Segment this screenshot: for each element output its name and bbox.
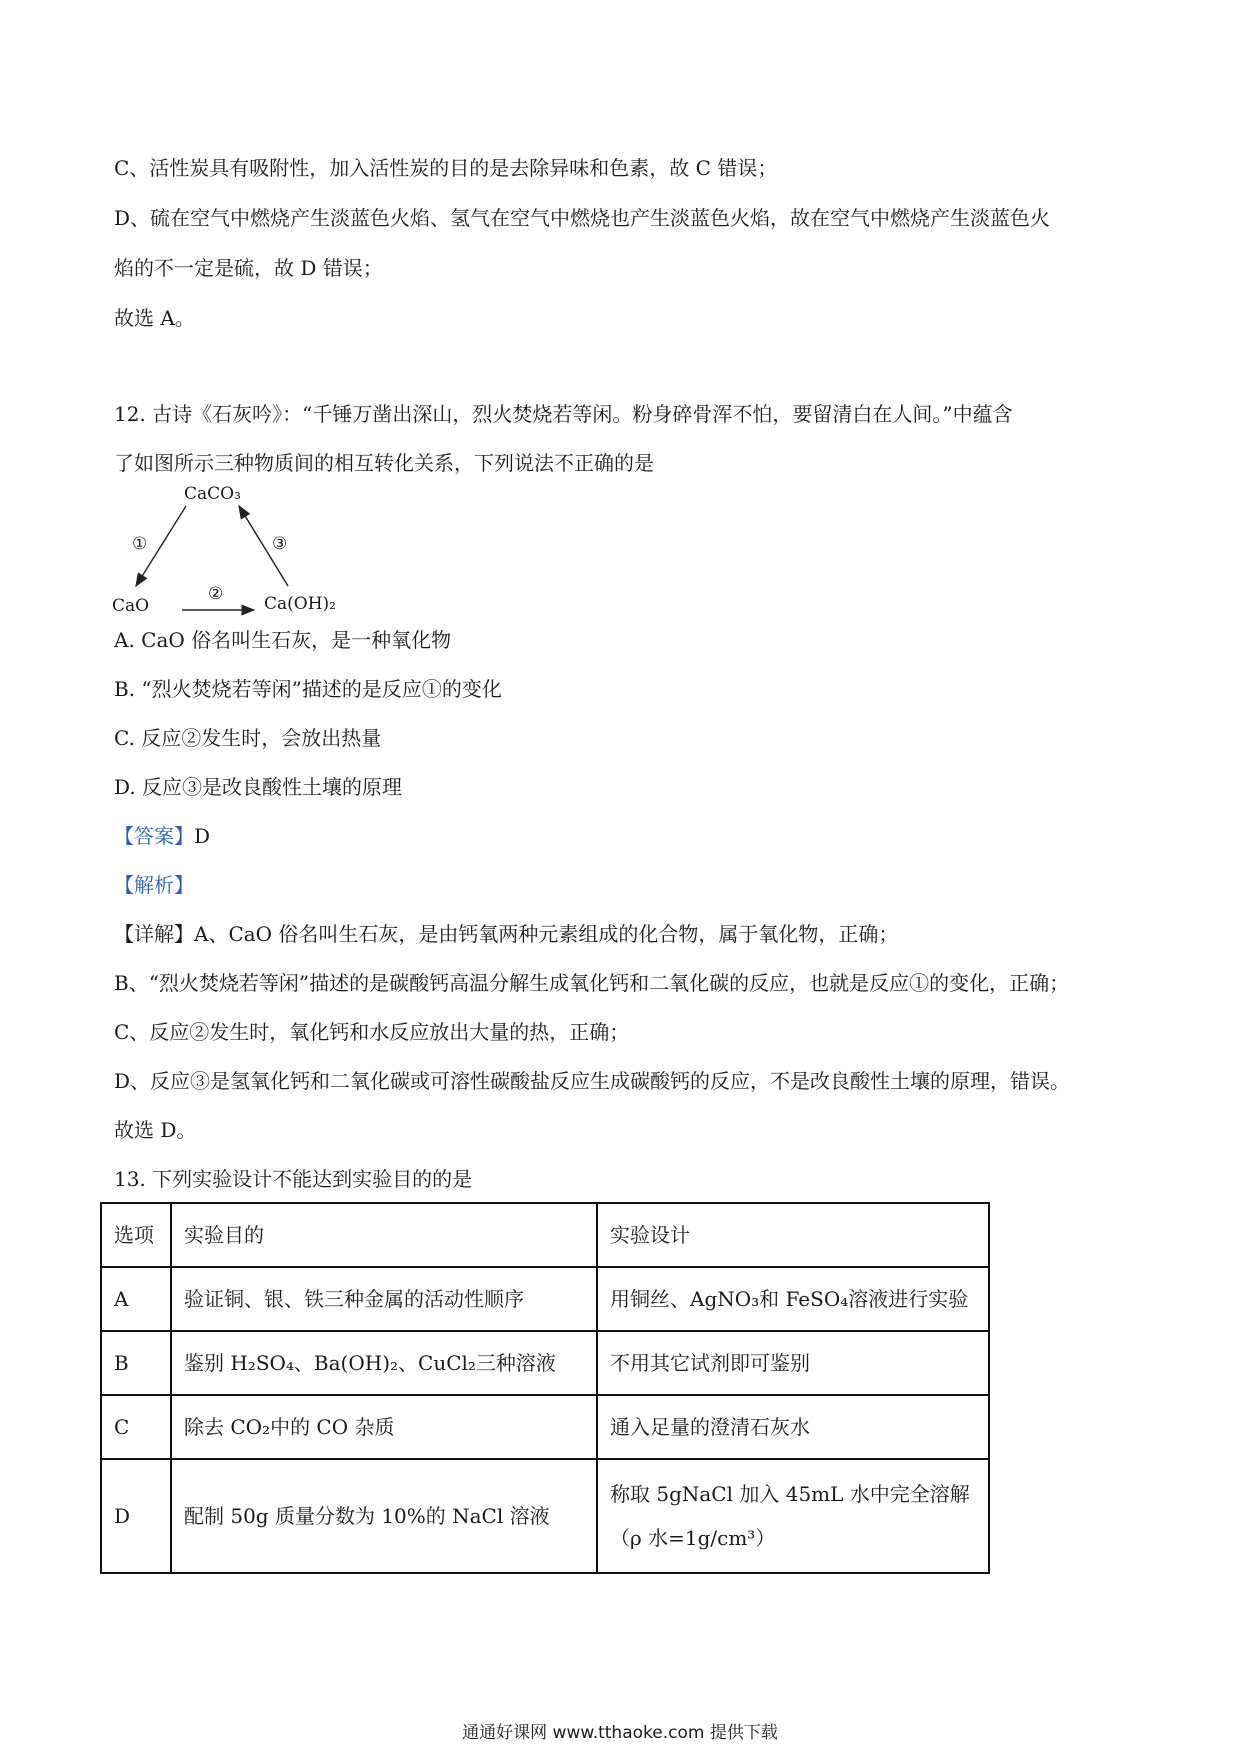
q12-detail-b: B、“烈火焚烧若等闲”描述的是碳酸钙高温分解生成氧化钙和二氧化碳的反应，也就是反应①的变化，正确； [114, 971, 1070, 995]
q12-option-d: D. 反应③是改良酸性土壤的原理 [114, 775, 403, 799]
diagram-mark-1: ① [132, 534, 148, 554]
row-design: 通入足量的澄清石灰水 [597, 1395, 989, 1459]
table-row [101, 1395, 989, 1459]
table-row [101, 1267, 989, 1331]
prev-choose: 故选 A。 [114, 306, 195, 330]
experiment-table [100, 1202, 990, 1574]
q12-choose: 故选 D。 [114, 1118, 197, 1142]
table-row [101, 1459, 989, 1573]
header-design: 实验设计 [597, 1203, 989, 1267]
q12-detail-a: 【详解】A、CaO 俗名叫生石灰，是由钙氧两种元素组成的化合物，属于氧化物，正确； [114, 922, 899, 946]
row-option: B [101, 1331, 171, 1395]
diagram-cao-label: CaO [112, 596, 150, 616]
row-design-line2: （ρ 水=1g/cm³） [610, 1526, 776, 1550]
q12-detail-d: D、反应③是氢氧化钙和二氧化碳或可溶性碳酸盐反应生成碳酸钙的反应，不是改良酸性土壤的原理，错误。 [114, 1069, 1071, 1093]
table-header-row [101, 1203, 989, 1267]
answer-value: D [194, 824, 211, 848]
q12-option-b: B. “烈火焚烧若等闲”描述的是反应①的变化 [114, 677, 502, 701]
row-option: D [101, 1459, 171, 1573]
footer-source: 通通好课网 www.tthaoke.com 提供下载 [462, 1723, 778, 1743]
header-purpose: 实验目的 [171, 1203, 597, 1267]
header-option: 选项 [101, 1203, 171, 1267]
row-design-line1: 称取 5gNaCl 加入 45mL 水中完全溶解 [610, 1482, 970, 1506]
q12-option-c: C. 反应②发生时，会放出热量 [114, 726, 382, 750]
row-design [597, 1459, 989, 1573]
diagram-mark-2: ② [208, 584, 224, 604]
q12-option-a: A. CaO 俗名叫生石灰，是一种氧化物 [114, 628, 452, 652]
row-purpose: 除去 CO₂中的 CO 杂质 [171, 1395, 597, 1459]
row-design: 用铜丝、AgNO₃和 FeSO₄溶液进行实验 [597, 1267, 989, 1331]
diagram-mark-3: ③ [272, 534, 288, 554]
diagram-caco3-label: CaCO₃ [184, 484, 241, 504]
diagram-caoh2-label: Ca(OH)₂ [264, 594, 336, 614]
q13-stem: 13. 下列实验设计不能达到实验目的的是 [114, 1167, 473, 1191]
row-purpose: 验证铜、银、铁三种金属的活动性顺序 [171, 1267, 597, 1331]
table-row [101, 1331, 989, 1395]
q12-answer [114, 822, 1144, 850]
prev-answer-d-line2: 焰的不一定是硫，故 D 错误； [114, 256, 383, 280]
prev-answer-c: C、活性炭具有吸附性，加入活性炭的目的是去除异味和色素，故 C 错误； [114, 156, 778, 180]
q12-stem-line1: 12. 古诗《石灰吟》：“千锤万凿出深山，烈火焚烧若等闲。粉身碎骨浑不怕，要留清白在人间。”中蕴含 [114, 402, 1013, 426]
answer-tag: 【答案】 [114, 824, 194, 848]
row-purpose: 配制 50g 质量分数为 10%的 NaCl 溶液 [171, 1459, 597, 1573]
row-design: 不用其它试剂即可鉴别 [597, 1331, 989, 1395]
q12-analysis: 【解析】 [114, 873, 194, 897]
row-option: C [101, 1395, 171, 1459]
q12-stem-line2: 了如图所示三种物质间的相互转化关系，下列说法不正确的是 [114, 451, 654, 475]
conversion-diagram [108, 484, 368, 618]
q12-detail-c: C、反应②发生时，氧化钙和水反应放出大量的热，正确； [114, 1020, 630, 1044]
row-option: A [101, 1267, 171, 1331]
row-purpose: 鉴别 H₂SO₄、Ba(OH)₂、CuCl₂三种溶液 [171, 1331, 597, 1395]
prev-answer-d-line1: D、硫在空气中燃烧产生淡蓝色火焰、氢气在空气中燃烧也产生淡蓝色火焰，故在空气中燃烧产生淡蓝色火 [114, 206, 1051, 230]
